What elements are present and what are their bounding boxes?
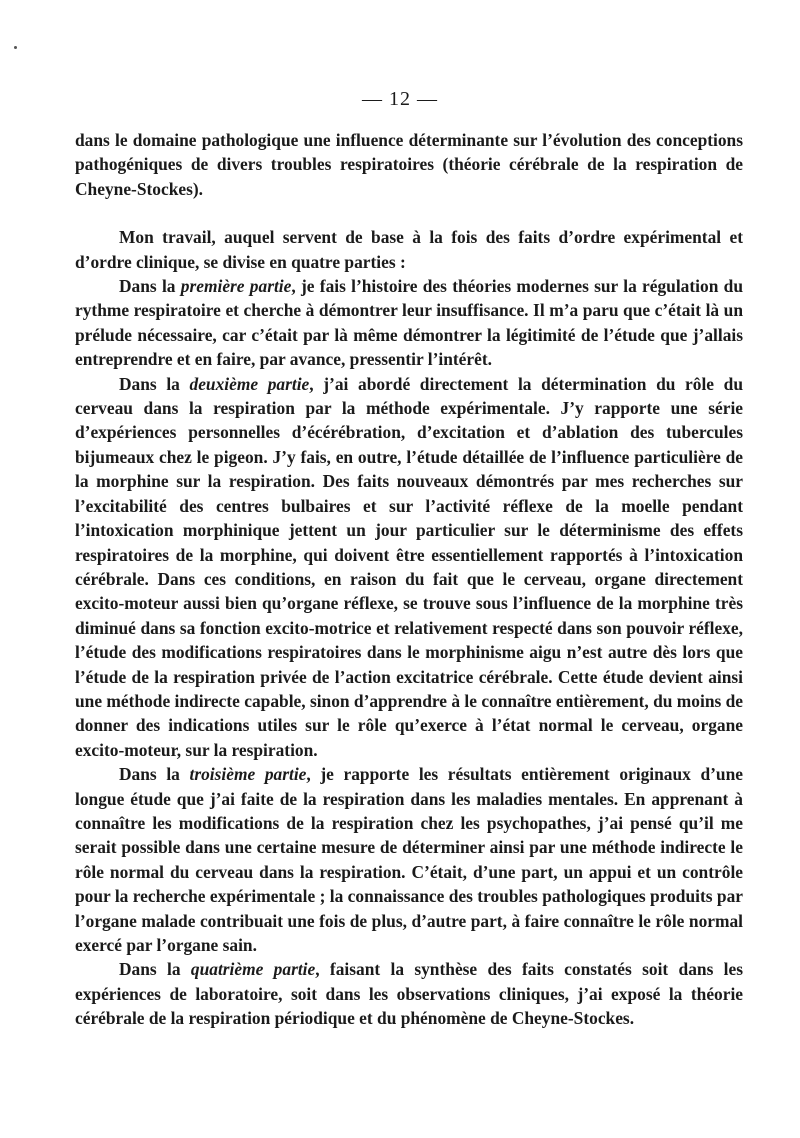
page-number: — 12 —: [362, 88, 438, 110]
paragraph-continuation: [75, 128, 743, 201]
paragraph-lead: Dans la: [119, 764, 190, 785]
paragraph-intro: [75, 225, 743, 274]
part-title: quatrième partie: [190, 959, 316, 980]
paragraph-part-three: [75, 762, 743, 957]
paragraph-text: Mon travail, auquel servent de base à la fois des faits d’ordre expérimental et d’ordre clinique, se divise en quatre parties :: [75, 227, 743, 272]
paragraph-text: , je fais l’histoire des théories modernes sur la régulation du rythme respiratoire et cherche à démontrer leur insuffisance. Il m’a paru que c’était là un prélude nécessaire, car c’était par là même démontrer la légitimité de l’étude que j’allais entreprendre et en faire, par avance, pressentir l’intérêt.: [75, 276, 743, 370]
body-text: [75, 128, 743, 1031]
paragraph-part-four: [75, 957, 743, 1030]
paragraph-lead: Dans la: [119, 276, 181, 297]
paragraph-text: , j’ai abordé directement la détermination du rôle du cerveau dans la respiration par la méthode expérimentale. J’y rapporte une série d’expériences personnelles d’écérébration, d’excitation et d’ablation des tubercules bijumeaux chez le pigeon. J’y fais, en outre, l’étude détaillée de l’influence particulière de la morphine sur la respiration. Des faits nouveaux démontrés par mes recherches sur l’excitabilité des centres bulbaires et sur l’activité réflexe de la moelle pendant l’intoxication morphinique jettent un jour particulier sur le déterminisme des effets respiratoires de la morphine, qui doivent être essentiellement rapportés à l’intoxication cérébrale. Dans ces conditions, en raison du fait que le cerveau, organe directement excito-moteur aussi bien qu’organe réflexe, se trouve sous l’influence de la morphine très diminué dans sa fonction excito-motrice et relativement respecté dans son pouvoir réflexe, l’étude des modifications respiratoires dans le morphinisme aigu n’est autre dès lors que l’étude de la respiration privée de l’action excitatrice cérébrale. Cette étude devient ainsi une méthode indirecte capable, sinon d’apprendre à le connaître entièrement, du moins de donner des indications utiles sur le rôle qu’exerce à l’état normal le cerveau, organe excito-moteur, sur la respiration.: [75, 373, 743, 760]
paragraph-text: dans le domaine pathologique une influence déterminante sur l’évolution des conceptions pathogéniques de divers troubles respiratoires (théorie cérébrale de la respiration de Cheyne-Stockes).: [75, 130, 743, 199]
page-speck: [14, 46, 17, 49]
paragraph-part-two: [75, 372, 743, 763]
part-title: première partie: [180, 276, 292, 297]
paragraph-text: , faisant la synthèse des faits constatés soit dans les expériences de laboratoire, soit dans les observations cliniques, j’ai exposé la théorie cérébrale de la respiration périodique et du phénomène de Cheyne-Stockes.: [75, 959, 743, 1029]
paragraph-lead: Dans la: [119, 373, 190, 394]
paragraph-lead: Dans la: [119, 959, 191, 980]
paragraph-part-one: [75, 274, 743, 372]
paragraph-text: , je rapporte les résultats entièrement originaux d’une longue étude que j’ai faite de la respiration dans les maladies mentales. En apprenant à connaître les modifications de la respiration chez les psychopathes, j’ai pensé qu’il me serait possible dans une certaine mesure de déterminer ainsi par une méthode indirecte le rôle normal du cerveau dans la respiration. C’était, d’une part, un appui et un contrôle pour la recherche expérimentale ; la connaissance des troubles pathologiques produits par l’organe malade contribuait une fois de plus, d’autre part, à faire connaître le rôle normal exercé par l’organe sain.: [75, 764, 743, 955]
part-title: troisième partie: [189, 764, 307, 785]
part-title: deuxième partie: [189, 373, 310, 394]
